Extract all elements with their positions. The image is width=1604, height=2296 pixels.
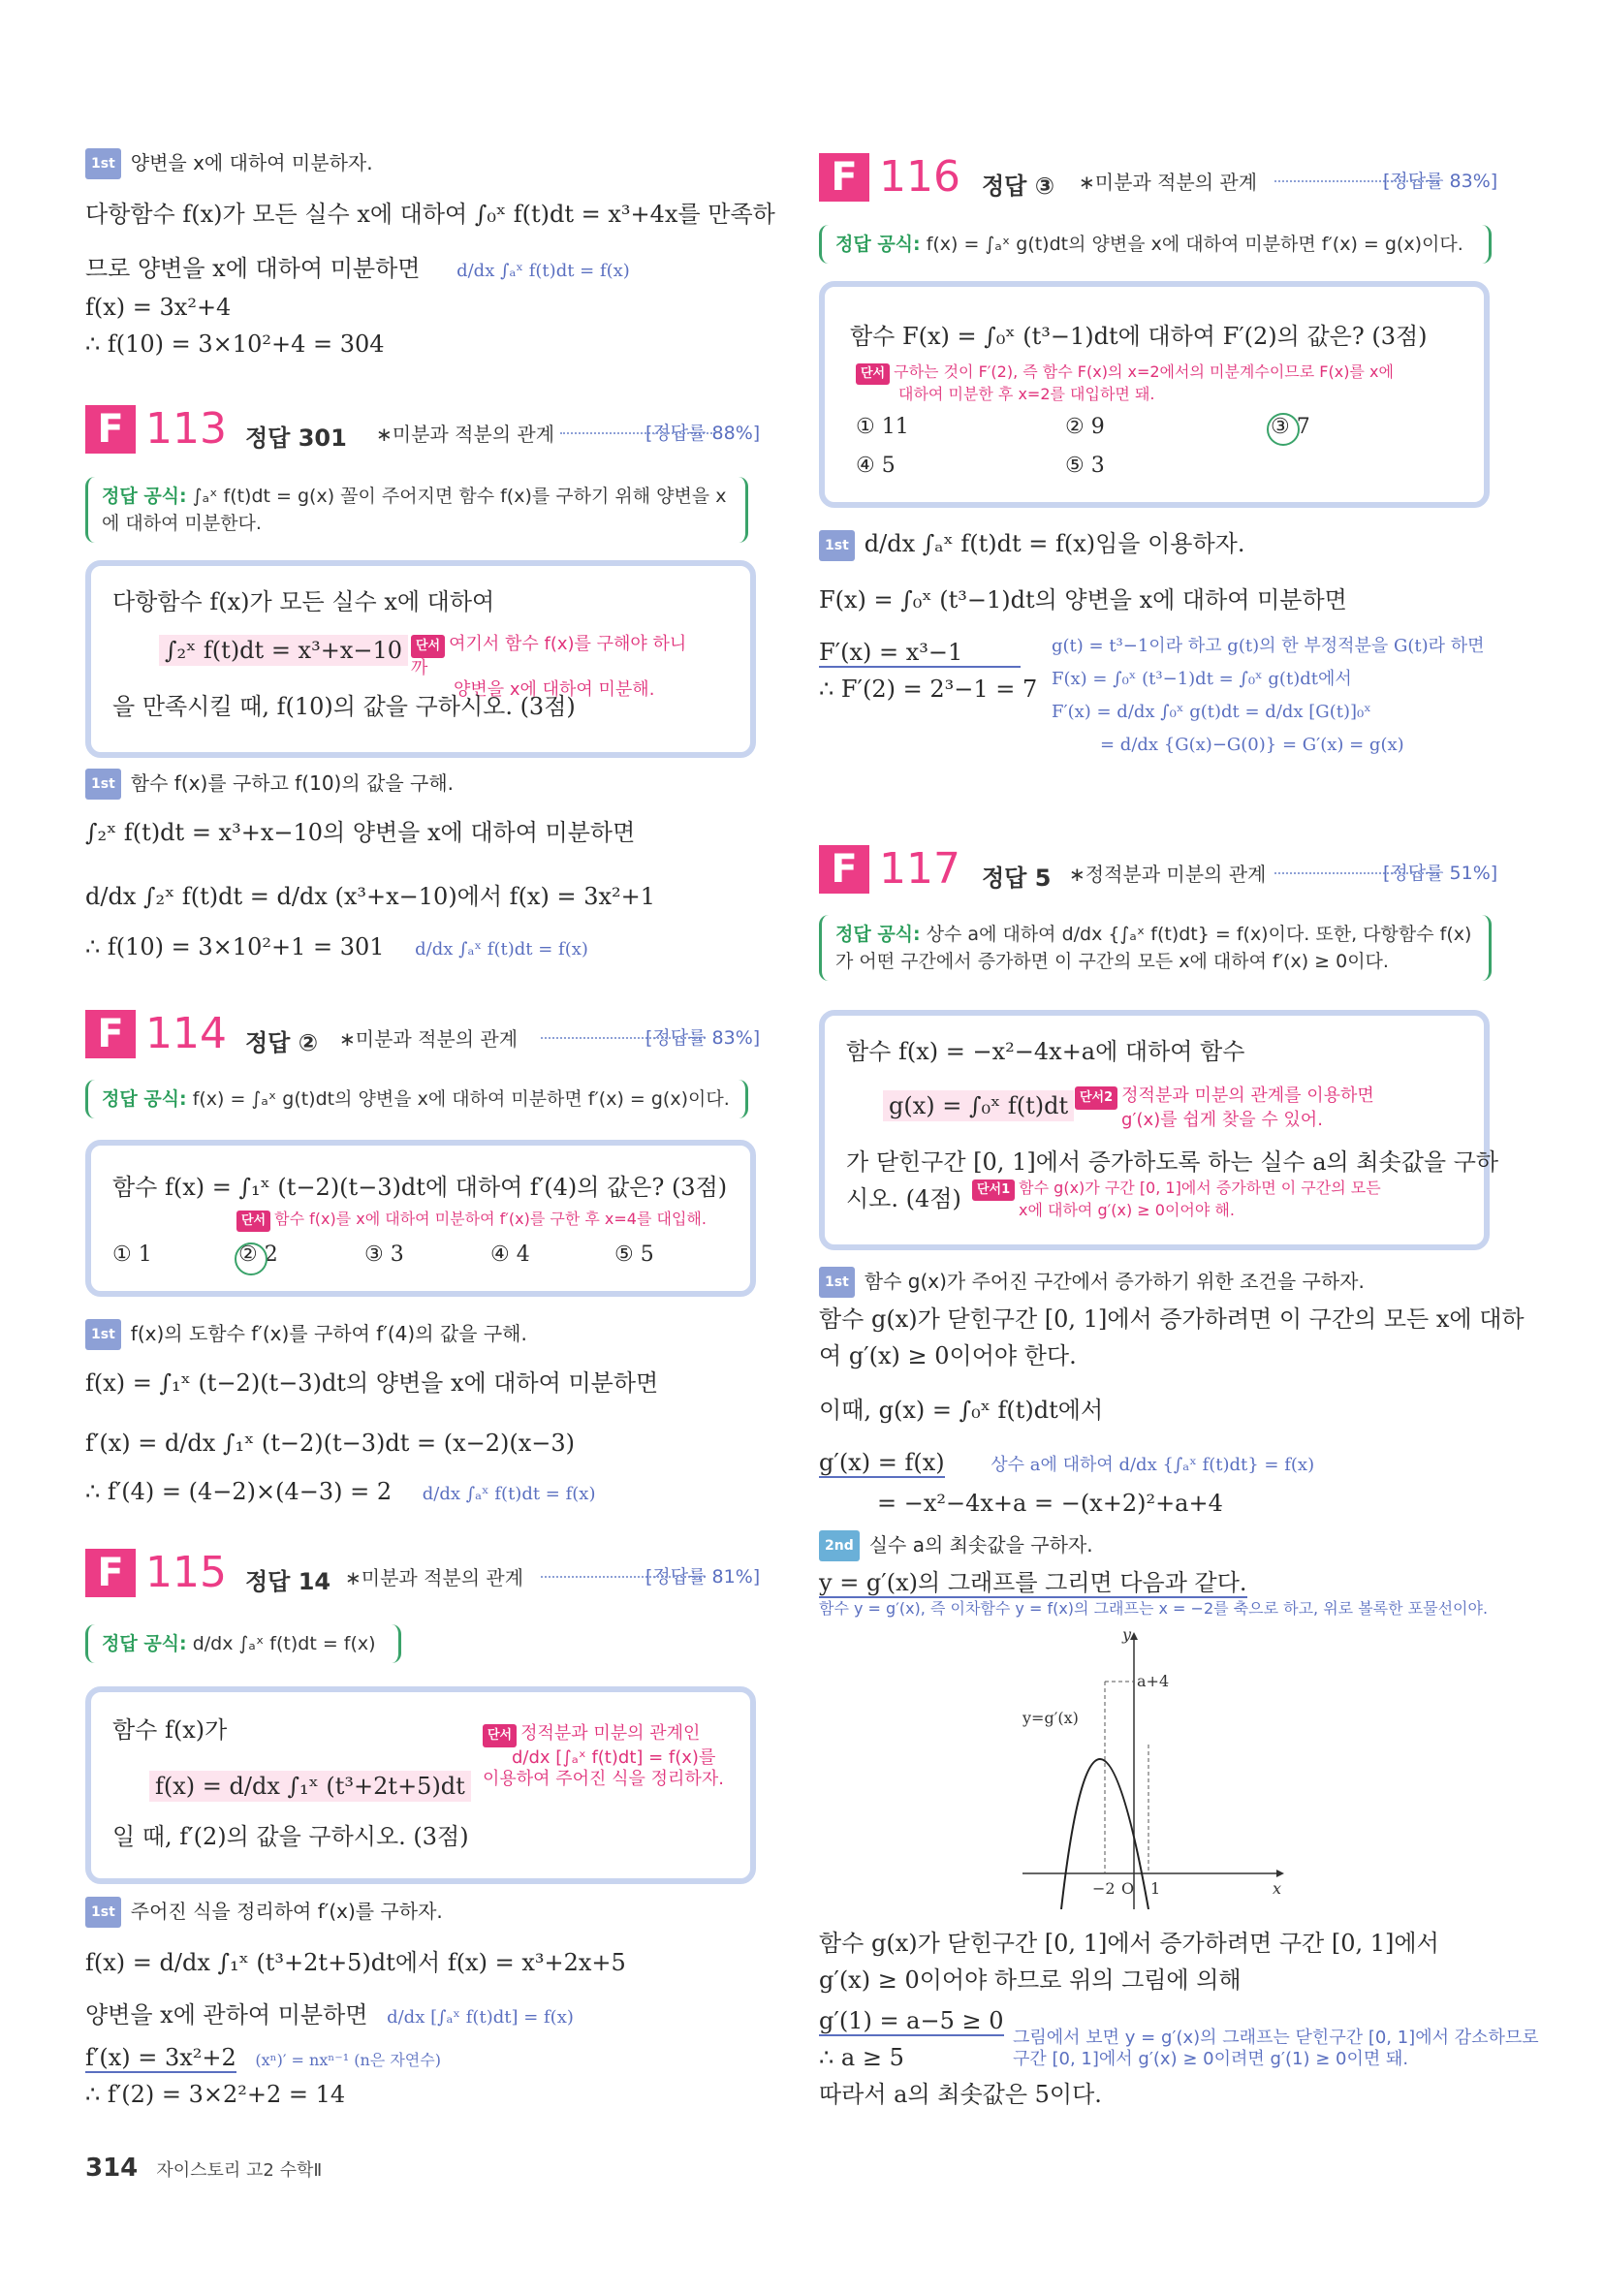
x-axis-arrow	[1276, 1870, 1284, 1877]
solution-line-2: f′(x) = d/dx ∫₁ˣ (t−2)(t−3)dt = (x−2)(x−3)	[85, 1430, 576, 1457]
step-text: d/dx ∫ₐˣ f(t)dt = f(x)임을 이용하자.	[864, 530, 1245, 557]
formula-text: ∫ₐˣ f(t)dt = g(x) 꼴이 주어지면 함수 f(x)를 구하기 위해 양변을 x	[192, 486, 727, 507]
formula-label: 정답 공식:	[102, 1633, 187, 1654]
choice-4: ④ 5	[856, 454, 896, 478]
note-line-2: F(x) = ∫₀ˣ (t³−1)dt = ∫₀ˣ g(t)dt에서	[1052, 669, 1352, 689]
solution-step	[85, 1896, 443, 1928]
hint-text: 함수 f(x)를 x에 대하여 미분하여 f′(x)를 구한 후 x=4를 대입해.	[274, 1210, 707, 1228]
solution-line-11: 따라서 a의 최솟값은 5이다.	[819, 2081, 1102, 2108]
formula-box	[85, 1080, 748, 1118]
question-box	[819, 1010, 1499, 1250]
solution-note: (xⁿ)′ = nxⁿ⁻¹ (n은 자연수)	[255, 2051, 441, 2069]
intro-line-3: f(x) = 3x²+4	[85, 294, 232, 321]
step-text: 함수 g(x)가 주어진 구간에서 증가하기 위한 조건을 구하자.	[864, 1270, 1365, 1293]
choice-5: ⑤ 3	[1065, 454, 1105, 478]
formula-box	[819, 225, 1492, 264]
solution-line-4	[819, 1448, 1314, 1477]
intro-line-1: 다항함수 f(x)가 모든 실수 x에 대하여 ∫₀ˣ f(t)dt = x³+4x를 만족하	[85, 201, 775, 228]
hint-tag: 단서2	[1075, 1086, 1117, 1110]
choice-1: ① 1	[112, 1242, 152, 1267]
f-label: F	[85, 1010, 136, 1058]
solution-line-4: ∴ f′(2) = 3×2²+2 = 14	[85, 2081, 346, 2108]
question-formula: ∫₂ˣ f(t)dt = x³+x−10	[159, 635, 408, 666]
topic: ∗미분과 적분의 관계	[376, 423, 555, 446]
formula-text-2: 에 대하여 미분한다.	[102, 513, 262, 534]
solution-text: g′(x) = f(x)	[819, 1449, 945, 1476]
solution-line-9	[819, 2006, 1004, 2035]
hint-text-2: 양변을 x에 대하여 미분해.	[454, 679, 655, 700]
topic: ∗미분과 적분의 관계	[339, 1027, 519, 1051]
question-box	[85, 560, 756, 758]
hint-text-1: 구하는 것이 F′(2), 즉 함수 F(x)의 x=2에서의 미분계수이므로 F(x)를 x에	[894, 362, 1394, 381]
step-text: 주어진 식을 정리하여 f′(x)를 구하자.	[130, 1900, 443, 1923]
question-line-1: 함수 f(x) = −x²−4x+a에 대하여 함수	[846, 1038, 1245, 1065]
question-line-2	[883, 1091, 1074, 1120]
formula-text: d/dx ∫ₐˣ f(t)dt = f(x)	[192, 1633, 376, 1654]
solution-text: ∴ f(10) = 3×10²+1 = 301	[85, 933, 385, 960]
topic: ∗미분과 적분의 관계	[345, 1566, 524, 1589]
problem-117-header	[819, 844, 1498, 894]
solution-line-2	[85, 2000, 574, 2029]
solution-line-3: ∴ F′(2) = 2³−1 = 7	[819, 676, 1038, 703]
tick-1: 1	[1150, 1879, 1161, 1898]
formula-label: 정답 공식:	[835, 924, 921, 945]
correct-rate: [정답률 88%]	[645, 423, 761, 444]
answer: 정답 301	[245, 425, 347, 452]
intro-line-4: ∴ f(10) = 3×10²+4 = 304	[85, 330, 385, 358]
parabola-graph	[1022, 1628, 1284, 1909]
question-formula: f(x) = d/dx ∫₁ˣ (t³+2t+5)dt	[149, 1771, 471, 1802]
hint-tag: 단서1	[972, 1179, 1015, 1201]
curve-label: y=g′(x)	[1022, 1709, 1079, 1727]
problem-114-header	[85, 1009, 761, 1058]
formula-text: f(x) = ∫ₐˣ g(t)dt의 양변을 x에 대하여 미분하면 f′(x) = g(x)이다.	[926, 234, 1463, 255]
formula-label: 정답 공식:	[102, 1088, 187, 1110]
formula-box	[85, 1624, 401, 1663]
solution-text: y = g′(x)의 그래프를 그리면 다음과 같다.	[819, 1569, 1247, 1596]
question-line-1: 함수 f(x)가	[112, 1716, 228, 1744]
solution-line-8: g′(x) ≥ 0이어야 하므로 위의 그림에 의해	[819, 1966, 1242, 1994]
solution-line-3	[85, 1477, 595, 1506]
choice-2: ② 2	[238, 1242, 278, 1267]
formula-text: 상수 a에 대하여 d/dx {∫ₐˣ f(t)dt} = f(x)이다. 또한, 다항함수 f(x)	[926, 924, 1472, 945]
solution-step	[85, 1318, 527, 1350]
solution-line-10: ∴ a ≥ 5	[819, 2044, 904, 2071]
hint-tag: 단서	[483, 1724, 517, 1747]
solution-step-1	[819, 1266, 1365, 1298]
step-badge: 1st	[819, 530, 855, 561]
step-badge: 1st	[85, 148, 121, 179]
problem-number: 113	[145, 404, 227, 454]
formula-text: f(x) = ∫ₐˣ g(t)dt의 양변을 x에 대하여 미분하면 f′(x) = g(x)이다.	[192, 1088, 730, 1110]
hint-tag: 단서	[856, 363, 890, 385]
solution-line-7: 함수 g(x)가 닫힌구간 [0, 1]에서 증가하려면 구간 [0, 1]에서	[819, 1930, 1439, 1957]
hint-text-1: 여기서 함수 f(x)를 구해야 하니까	[411, 634, 687, 678]
correct-rate: [정답률 51%]	[1383, 863, 1498, 884]
hint-tag: 단서	[236, 1211, 270, 1232]
hint-1	[972, 1179, 1381, 1220]
question-box	[819, 281, 1490, 508]
f-label: F	[819, 153, 869, 202]
question-box	[85, 1686, 756, 1884]
answer: 정답 14	[245, 1568, 331, 1595]
step-badge: 1st	[85, 769, 121, 800]
choice-5: ⑤ 5	[614, 1242, 654, 1267]
solution-line-3	[85, 932, 588, 961]
correct-rate: [정답률 83%]	[1383, 171, 1498, 192]
y-axis-label: y	[1122, 1628, 1132, 1644]
step-badge: 1st	[85, 1319, 121, 1350]
formula-label: 정답 공식:	[102, 486, 187, 507]
derivation-note	[1052, 630, 1485, 762]
step-text: 실수 a의 최솟값을 구하자.	[868, 1533, 1093, 1557]
formula-box	[819, 915, 1492, 981]
hint	[411, 634, 702, 701]
solution-text: f′(x) = 3x²+2	[85, 2044, 236, 2071]
choice-3: ③ 3	[364, 1242, 404, 1267]
step-text: 양변을 x에 대하여 미분하자.	[130, 151, 373, 174]
x-axis-label: x	[1273, 1879, 1282, 1898]
topic: ∗정적분과 미분의 관계	[1069, 863, 1267, 886]
step-text: f(x)의 도함수 f′(x)를 구하여 f′(4)의 값을 구해.	[130, 1322, 527, 1345]
formula-text-2: 가 어떤 구간에서 증가하면 이 구간의 모든 x에 대하여 f′(x) ≥ 0이다.	[835, 951, 1389, 972]
step-badge: 2nd	[819, 1530, 860, 1561]
solution-text: ∴ f′(4) = (4−2)×(4−3) = 2	[85, 1478, 393, 1505]
step-text: 함수 f(x)를 구하고 f(10)의 값을 구해.	[130, 771, 455, 795]
note-line-2: 구간 [0, 1]에서 g′(x) ≥ 0이려면 g′(1) ≥ 0이면 돼.	[1013, 2049, 1409, 2069]
intro-line-2	[85, 254, 630, 283]
solution-line-2	[819, 638, 1021, 667]
hint-text-2: g′(x)를 쉽게 찾을 수 있어.	[1121, 1110, 1323, 1130]
choice-3: ③ 7	[1271, 415, 1310, 439]
solution-text: g′(1) = a−5 ≥ 0	[819, 2007, 1004, 2034]
solution-line-3	[85, 2043, 441, 2072]
solution-note: 함수 y = g′(x), 즉 이차함수 y = f(x)의 그래프는 x = −2를 축으로 하고, 위로 볼록한 포물선이야.	[819, 1599, 1489, 1618]
question-formula: g(x) = ∫₀ˣ f(t)dt	[883, 1090, 1074, 1121]
problem-116-header	[819, 152, 1498, 202]
note-line-1: g(t) = t³−1이라 하고 g(t)의 한 부정적분을 G(t)라 하면	[1052, 636, 1485, 656]
solution-line-1: f(x) = d/dx ∫₁ˣ (t³+2t+5)dt에서 f(x) = x³+2x+5	[85, 1949, 626, 1976]
hint	[236, 1210, 707, 1232]
formula-box	[85, 477, 748, 543]
note-line-1: 그림에서 보면 y = g′(x)의 그래프는 닫힌구간 [0, 1]에서 감소하므로	[1013, 2028, 1539, 2048]
solution-step-2	[819, 1529, 1093, 1561]
answer: 정답 5	[982, 865, 1052, 892]
hint-text-1: 함수 g(x)가 구간 [0, 1]에서 증가하면 이 구간의 모든	[1019, 1179, 1381, 1197]
choice-2: ② 9	[1065, 415, 1105, 439]
y-axis-arrow	[1130, 1632, 1138, 1640]
solution-note-2	[1013, 2028, 1539, 2070]
note-line-4: = d/dx {G(x)−G(0)} = G′(x) = g(x)	[1100, 735, 1404, 755]
question-line-1: 함수 F(x) = ∫₀ˣ (t³−1)dt에 대하여 F′(2)의 값은? (3점)	[850, 323, 1428, 350]
problem-number: 117	[879, 844, 960, 894]
question-line-2	[159, 636, 408, 665]
note-line-3: F′(x) = d/dx ∫₀ˣ g(t)dt = d/dx [G(t)]₀ˣ	[1052, 702, 1371, 722]
book-title: 자이스토리 고2 수학Ⅱ	[156, 2160, 323, 2181]
question-line-1: 함수 f(x) = ∫₁ˣ (t−2)(t−3)dt에 대하여 f′(4)의 값은? (3점)	[112, 1174, 728, 1201]
solution-line-2: 여 g′(x) ≥ 0이어야 한다.	[819, 1342, 1077, 1369]
solution-line-3: 이때, g(x) = ∫₀ˣ f(t)dt에서	[819, 1397, 1104, 1424]
hint	[483, 1723, 725, 1790]
solution-note: 상수 a에 대하여 d/dx {∫ₐˣ f(t)dt} = f(x)	[991, 1455, 1315, 1475]
solution-line-1: 함수 g(x)가 닫힌구간 [0, 1]에서 증가하려면 이 구간의 모든 x에 대하	[819, 1305, 1525, 1333]
f-label: F	[85, 405, 136, 454]
hint-text-1: 정적분과 미분의 관계를 이용하면	[1121, 1085, 1374, 1106]
problem-113-header	[85, 404, 761, 454]
hint-text-2: d/dx [∫ₐˣ f(t)dt] = f(x)를	[512, 1747, 716, 1768]
hint-text-1: 정적분과 미분의 관계인	[520, 1723, 701, 1744]
hint-text-3: 이용하여 주어진 식을 정리하자.	[483, 1769, 724, 1789]
solution-line-1: F(x) = ∫₀ˣ (t³−1)dt의 양변을 x에 대하여 미분하면	[819, 586, 1347, 613]
intro-line-2-text: 므로 양변을 x에 대하여 미분하면	[85, 255, 421, 282]
intro-step	[85, 147, 373, 179]
hint-2	[1075, 1085, 1374, 1131]
f-label: F	[819, 845, 869, 894]
hint-text-2: x에 대하여 g′(x) ≥ 0이어야 해.	[1019, 1201, 1235, 1219]
vertex-label: a+4	[1137, 1672, 1170, 1690]
solution-note: d/dx ∫ₐˣ f(t)dt = f(x)	[422, 1484, 596, 1504]
hint-tag: 단서	[411, 635, 445, 658]
choice-4: ④ 4	[490, 1242, 530, 1267]
answer-circle	[235, 1242, 267, 1275]
problem-number: 115	[145, 1548, 227, 1597]
origin-label: O	[1121, 1879, 1135, 1898]
solution-text: 양변을 x에 관하여 미분하면	[85, 2001, 368, 2029]
correct-rate: [정답률 83%]	[645, 1027, 761, 1049]
step-badge: 1st	[85, 1897, 121, 1928]
solution-step	[85, 768, 454, 800]
question-line-3: 을 만족시킬 때, f(10)의 값을 구하시오. (3점)	[112, 693, 576, 720]
formula-label: 정답 공식:	[835, 234, 921, 255]
solution-line-6	[819, 1568, 1247, 1597]
problem-number: 116	[879, 152, 960, 202]
page-number: 314	[85, 2154, 139, 2183]
solution-step	[819, 529, 1244, 561]
solution-line-1: f(x) = ∫₁ˣ (t−2)(t−3)dt의 양변을 x에 대하여 미분하면	[85, 1369, 659, 1397]
answer: 정답 ②	[245, 1029, 319, 1056]
problem-115-header	[85, 1548, 761, 1597]
solution-note: d/dx [∫ₐˣ f(t)dt] = f(x)	[387, 2007, 574, 2028]
answer-circle	[1267, 413, 1300, 446]
question-line-4: 시오. (4점)	[846, 1185, 961, 1212]
tick-neg2: −2	[1092, 1879, 1116, 1898]
question-line-1: 다항함수 f(x)가 모든 실수 x에 대하여	[112, 588, 495, 615]
solution-line-1: ∫₂ˣ f(t)dt = x³+x−10의 양변을 x에 대하여 미분하면	[85, 819, 636, 846]
topic: ∗미분과 적분의 관계	[1079, 171, 1258, 194]
solution-text: F′(x) = x³−1	[819, 639, 1021, 668]
question-line-2	[149, 1772, 471, 1801]
hint-text-2: 대하여 미분한 후 x=2를 대입하면 돼.	[898, 385, 1155, 403]
problem-number: 114	[145, 1009, 227, 1058]
solution-line-2: d/dx ∫₂ˣ f(t)dt = d/dx (x³+x−10)에서 f(x) = 3x²+1	[85, 883, 655, 910]
question-box	[85, 1140, 756, 1297]
question-line-3: 가 닫힌구간 [0, 1]에서 증가하도록 하는 실수 a의 최솟값을 구하	[846, 1148, 1499, 1176]
correct-rate: [정답률 81%]	[645, 1566, 761, 1588]
hint	[856, 362, 1394, 404]
choice-1: ① 11	[856, 415, 909, 439]
step-badge: 1st	[819, 1267, 855, 1298]
intro-note: d/dx ∫ₐˣ f(t)dt = f(x)	[456, 261, 630, 281]
answer: 정답 ③	[982, 173, 1055, 200]
question-line-3: 일 때, f′(2)의 값을 구하시오. (3점)	[112, 1823, 469, 1850]
solution-note: d/dx ∫ₐˣ f(t)dt = f(x)	[415, 939, 588, 959]
solution-line-5: = −x²−4x+a = −(x+2)²+a+4	[877, 1490, 1223, 1517]
f-label: F	[85, 1549, 136, 1597]
page-footer	[85, 2154, 322, 2183]
